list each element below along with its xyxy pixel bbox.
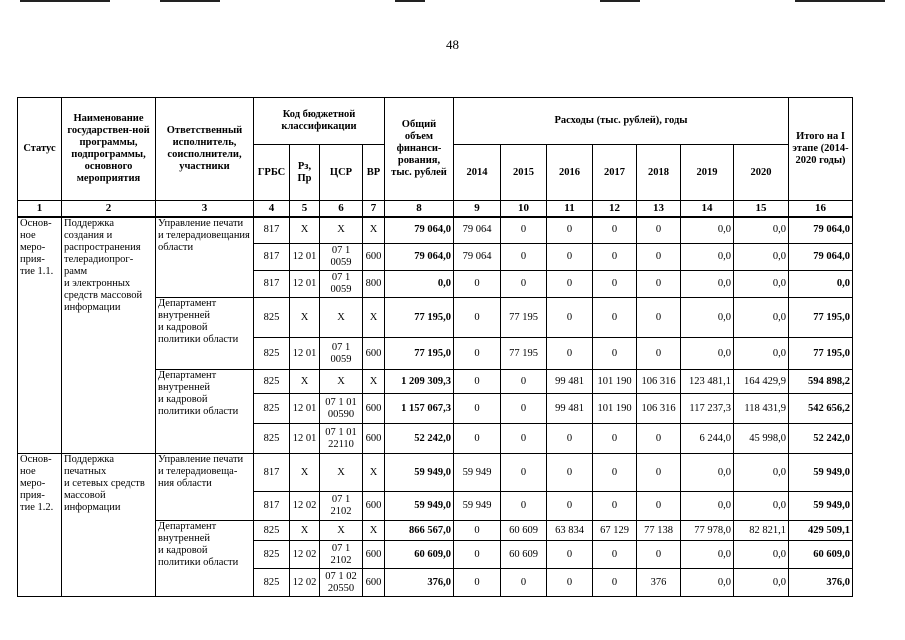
year-value-cell: 60 609	[501, 521, 547, 541]
year-value-cell: 123 481,1	[681, 370, 734, 394]
year-value-cell: 0	[547, 338, 593, 370]
total-cell: 59 949,0	[385, 492, 454, 521]
year-value-cell: 0	[637, 217, 681, 244]
rzpr-cell: 12 01	[290, 244, 320, 271]
itogo-cell: 594 898,2	[789, 370, 853, 394]
year-value-cell: 0	[637, 541, 681, 569]
itogo-cell: 376,0	[789, 569, 853, 597]
grbs-cell: 825	[254, 298, 290, 338]
grbs-cell: 817	[254, 492, 290, 521]
column-number: 14	[681, 201, 734, 217]
grbs-cell: 825	[254, 541, 290, 569]
itogo-cell: 52 242,0	[789, 424, 853, 454]
vr-cell: X	[363, 521, 385, 541]
itogo-cell: 60 609,0	[789, 541, 853, 569]
header-year: 2017	[593, 145, 637, 201]
rzpr-cell: 12 02	[290, 569, 320, 597]
itogo-cell: 59 949,0	[789, 492, 853, 521]
grbs-cell: 817	[254, 217, 290, 244]
year-value-cell: 0,0	[734, 454, 789, 492]
year-value-cell: 0	[454, 424, 501, 454]
year-value-cell: 0	[637, 454, 681, 492]
year-value-cell: 79 064	[454, 244, 501, 271]
column-number: 3	[156, 201, 254, 217]
year-value-cell: 0	[547, 569, 593, 597]
year-value-cell: 77 978,0	[681, 521, 734, 541]
header-grbs: ГРБС	[254, 145, 290, 201]
year-value-cell: 0,0	[681, 492, 734, 521]
scan-edge-line	[600, 0, 640, 2]
year-value-cell: 0	[501, 454, 547, 492]
rzpr-cell: X	[290, 521, 320, 541]
year-value-cell: 0	[547, 271, 593, 298]
vr-cell: X	[363, 454, 385, 492]
grbs-cell: 825	[254, 338, 290, 370]
year-value-cell: 106 316	[637, 394, 681, 424]
vr-cell: 600	[363, 338, 385, 370]
header-name: Наименование государствен-ной программы, подпрограммы, основного мероприятия	[62, 98, 156, 201]
rzpr-cell: 12 01	[290, 394, 320, 424]
column-number: 9	[454, 201, 501, 217]
name-cell: Поддержка создания и распространения телерадиопрог-рамм и электронных средств массовой информации	[62, 217, 156, 454]
column-number: 15	[734, 201, 789, 217]
page-number: 48	[446, 37, 459, 52]
year-value-cell: 0	[547, 244, 593, 271]
year-value-cell: 0	[593, 492, 637, 521]
year-value-cell: 0,0	[681, 454, 734, 492]
year-value-cell: 45 998,0	[734, 424, 789, 454]
year-value-cell: 0,0	[681, 244, 734, 271]
year-value-cell: 0	[593, 454, 637, 492]
year-value-cell: 0	[593, 424, 637, 454]
year-value-cell: 0	[454, 569, 501, 597]
itogo-cell: 429 509,1	[789, 521, 853, 541]
status-cell: Основ-ное меро-прия-тие 1.1.	[18, 217, 62, 454]
itogo-cell: 59 949,0	[789, 454, 853, 492]
year-value-cell: 0	[454, 541, 501, 569]
year-value-cell: 6 244,0	[681, 424, 734, 454]
header-year: 2015	[501, 145, 547, 201]
vr-cell: 600	[363, 541, 385, 569]
total-cell: 77 195,0	[385, 298, 454, 338]
rzpr-cell: 12 02	[290, 541, 320, 569]
header-expenses: Расходы (тыс. рублей), годы	[454, 98, 789, 145]
header-csr: ЦСР	[320, 145, 363, 201]
column-number: 6	[320, 201, 363, 217]
year-value-cell: 77 195	[501, 338, 547, 370]
year-value-cell: 0	[637, 244, 681, 271]
year-value-cell: 0	[637, 271, 681, 298]
year-value-cell: 117 237,3	[681, 394, 734, 424]
year-value-cell: 0,0	[734, 244, 789, 271]
total-cell: 79 064,0	[385, 217, 454, 244]
itogo-cell: 79 064,0	[789, 217, 853, 244]
vr-cell: 600	[363, 424, 385, 454]
year-value-cell: 0	[547, 424, 593, 454]
year-value-cell: 0,0	[681, 338, 734, 370]
scan-edge-line	[20, 0, 110, 2]
year-value-cell: 77 138	[637, 521, 681, 541]
year-value-cell: 0,0	[681, 217, 734, 244]
rzpr-cell: X	[290, 454, 320, 492]
year-value-cell: 63 834	[547, 521, 593, 541]
year-value-cell: 0,0	[681, 541, 734, 569]
year-value-cell: 79 064	[454, 217, 501, 244]
column-number: 11	[547, 201, 593, 217]
itogo-cell: 77 195,0	[789, 298, 853, 338]
year-value-cell: 0	[501, 271, 547, 298]
year-value-cell: 0	[501, 394, 547, 424]
csr-cell: 07 1 01 22110	[320, 424, 363, 454]
year-value-cell: 0	[593, 569, 637, 597]
csr-cell: 07 1 0059	[320, 271, 363, 298]
total-cell: 79 064,0	[385, 244, 454, 271]
total-cell: 1 209 309,3	[385, 370, 454, 394]
vr-cell: 600	[363, 492, 385, 521]
header-year: 2019	[681, 145, 734, 201]
year-value-cell: 0,0	[681, 569, 734, 597]
header-itogo: Итого на I этапе (2014-2020 годы)	[789, 98, 853, 201]
csr-cell: 07 1 01 00590	[320, 394, 363, 424]
total-cell: 866 567,0	[385, 521, 454, 541]
year-value-cell: 0	[454, 271, 501, 298]
rzpr-cell: X	[290, 370, 320, 394]
vr-cell: 600	[363, 244, 385, 271]
year-value-cell: 0	[593, 338, 637, 370]
rzpr-cell: 12 01	[290, 338, 320, 370]
vr-cell: 600	[363, 394, 385, 424]
year-value-cell: 118 431,9	[734, 394, 789, 424]
header-year: 2020	[734, 145, 789, 201]
total-cell: 77 195,0	[385, 338, 454, 370]
year-value-cell: 0	[501, 424, 547, 454]
csr-cell: X	[320, 521, 363, 541]
year-value-cell: 0,0	[734, 271, 789, 298]
total-cell: 60 609,0	[385, 541, 454, 569]
year-value-cell: 0,0	[734, 569, 789, 597]
vr-cell: X	[363, 298, 385, 338]
year-value-cell: 0	[547, 454, 593, 492]
year-value-cell: 0	[501, 569, 547, 597]
year-value-cell: 0	[637, 298, 681, 338]
csr-cell: X	[320, 298, 363, 338]
column-number: 2	[62, 201, 156, 217]
year-value-cell: 0	[637, 338, 681, 370]
rzpr-cell: 12 01	[290, 271, 320, 298]
grbs-cell: 825	[254, 521, 290, 541]
vr-cell: X	[363, 370, 385, 394]
csr-cell: X	[320, 217, 363, 244]
name-cell: Поддержка печатных и сетевых средств массовой информации	[62, 454, 156, 597]
csr-cell: 07 1 0059	[320, 338, 363, 370]
total-cell: 59 949,0	[385, 454, 454, 492]
year-value-cell: 101 190	[593, 394, 637, 424]
total-cell: 0,0	[385, 271, 454, 298]
year-value-cell: 0	[547, 541, 593, 569]
year-value-cell: 0,0	[681, 298, 734, 338]
column-number: 1	[18, 201, 62, 217]
column-number: 8	[385, 201, 454, 217]
grbs-cell: 825	[254, 370, 290, 394]
scan-edge-line	[160, 0, 220, 2]
itogo-cell: 0,0	[789, 271, 853, 298]
header-executor: Ответственный исполнитель, соисполнители, участники	[156, 98, 254, 201]
year-value-cell: 0	[593, 541, 637, 569]
year-value-cell: 0	[454, 338, 501, 370]
vr-cell: 800	[363, 271, 385, 298]
grbs-cell: 825	[254, 569, 290, 597]
year-value-cell: 164 429,9	[734, 370, 789, 394]
status-cell: Основ-ное меро-прия-тие 1.2.	[18, 454, 62, 597]
year-value-cell: 0	[547, 298, 593, 338]
year-value-cell: 82 821,1	[734, 521, 789, 541]
grbs-cell: 817	[254, 271, 290, 298]
budget-table	[17, 97, 853, 597]
year-value-cell: 0	[547, 492, 593, 521]
total-cell: 52 242,0	[385, 424, 454, 454]
csr-cell: 07 1 2102	[320, 492, 363, 521]
year-value-cell: 0,0	[734, 338, 789, 370]
year-value-cell: 0	[593, 217, 637, 244]
year-value-cell: 0	[454, 370, 501, 394]
rzpr-cell: X	[290, 217, 320, 244]
year-value-cell: 0	[501, 244, 547, 271]
year-value-cell: 0	[454, 394, 501, 424]
grbs-cell: 817	[254, 244, 290, 271]
year-value-cell: 0	[593, 298, 637, 338]
header-total: Общий объем финанси-рования, тыс. рублей	[385, 98, 454, 201]
year-value-cell: 0,0	[734, 541, 789, 569]
year-value-cell: 0	[501, 492, 547, 521]
year-value-cell: 0,0	[734, 298, 789, 338]
year-value-cell: 0	[593, 271, 637, 298]
year-value-cell: 0,0	[734, 217, 789, 244]
year-value-cell: 0,0	[734, 492, 789, 521]
column-number: 4	[254, 201, 290, 217]
column-number: 5	[290, 201, 320, 217]
header-rzpr: Рз, Пр	[290, 145, 320, 201]
year-value-cell: 0	[637, 492, 681, 521]
year-value-cell: 67 129	[593, 521, 637, 541]
year-value-cell: 0	[501, 370, 547, 394]
year-value-cell: 101 190	[593, 370, 637, 394]
header-year: 2018	[637, 145, 681, 201]
itogo-cell: 79 064,0	[789, 244, 853, 271]
scan-edge-line	[395, 0, 425, 2]
csr-cell: 07 1 0059	[320, 244, 363, 271]
header-year: 2016	[547, 145, 593, 201]
executor-cell: Управление печати и телерадиовеща-ния области	[156, 454, 254, 521]
year-value-cell: 77 195	[501, 298, 547, 338]
total-cell: 376,0	[385, 569, 454, 597]
year-value-cell: 0	[501, 217, 547, 244]
year-value-cell: 106 316	[637, 370, 681, 394]
vr-cell: X	[363, 217, 385, 244]
year-value-cell: 0	[547, 217, 593, 244]
grbs-cell: 817	[254, 454, 290, 492]
year-value-cell: 0	[593, 244, 637, 271]
column-number: 7	[363, 201, 385, 217]
column-number: 16	[789, 201, 853, 217]
year-value-cell: 0	[454, 521, 501, 541]
executor-cell: Департамент внутренней и кадровой политики области	[156, 370, 254, 454]
itogo-cell: 77 195,0	[789, 338, 853, 370]
year-value-cell: 99 481	[547, 370, 593, 394]
year-value-cell: 59 949	[454, 492, 501, 521]
vr-cell: 600	[363, 569, 385, 597]
year-value-cell: 0,0	[681, 271, 734, 298]
year-value-cell: 0	[454, 298, 501, 338]
header-vr: ВР	[363, 145, 385, 201]
executor-cell: Управление печати и телерадиовещания области	[156, 217, 254, 298]
year-value-cell: 99 481	[547, 394, 593, 424]
total-cell: 1 157 067,3	[385, 394, 454, 424]
column-number: 12	[593, 201, 637, 217]
csr-cell: 07 1 2102	[320, 541, 363, 569]
rzpr-cell: 12 01	[290, 424, 320, 454]
csr-cell: 07 1 02 20550	[320, 569, 363, 597]
year-value-cell: 60 609	[501, 541, 547, 569]
grbs-cell: 825	[254, 394, 290, 424]
rzpr-cell: 12 02	[290, 492, 320, 521]
table-row	[18, 217, 853, 244]
grbs-cell: 825	[254, 424, 290, 454]
header-status: Статус	[18, 98, 62, 201]
executor-cell: Департамент внутренней и кадровой политики области	[156, 521, 254, 597]
column-number: 10	[501, 201, 547, 217]
header-budget-code: Код бюджетной классификации	[254, 98, 385, 145]
rzpr-cell: X	[290, 298, 320, 338]
year-value-cell: 59 949	[454, 454, 501, 492]
csr-cell: X	[320, 454, 363, 492]
year-value-cell: 0	[637, 424, 681, 454]
scan-edge-line	[795, 0, 885, 2]
itogo-cell: 542 656,2	[789, 394, 853, 424]
year-value-cell: 376	[637, 569, 681, 597]
header-year: 2014	[454, 145, 501, 201]
csr-cell: X	[320, 370, 363, 394]
executor-cell: Департамент внутренней и кадровой политики области	[156, 298, 254, 370]
table-row	[18, 454, 853, 492]
column-number: 13	[637, 201, 681, 217]
